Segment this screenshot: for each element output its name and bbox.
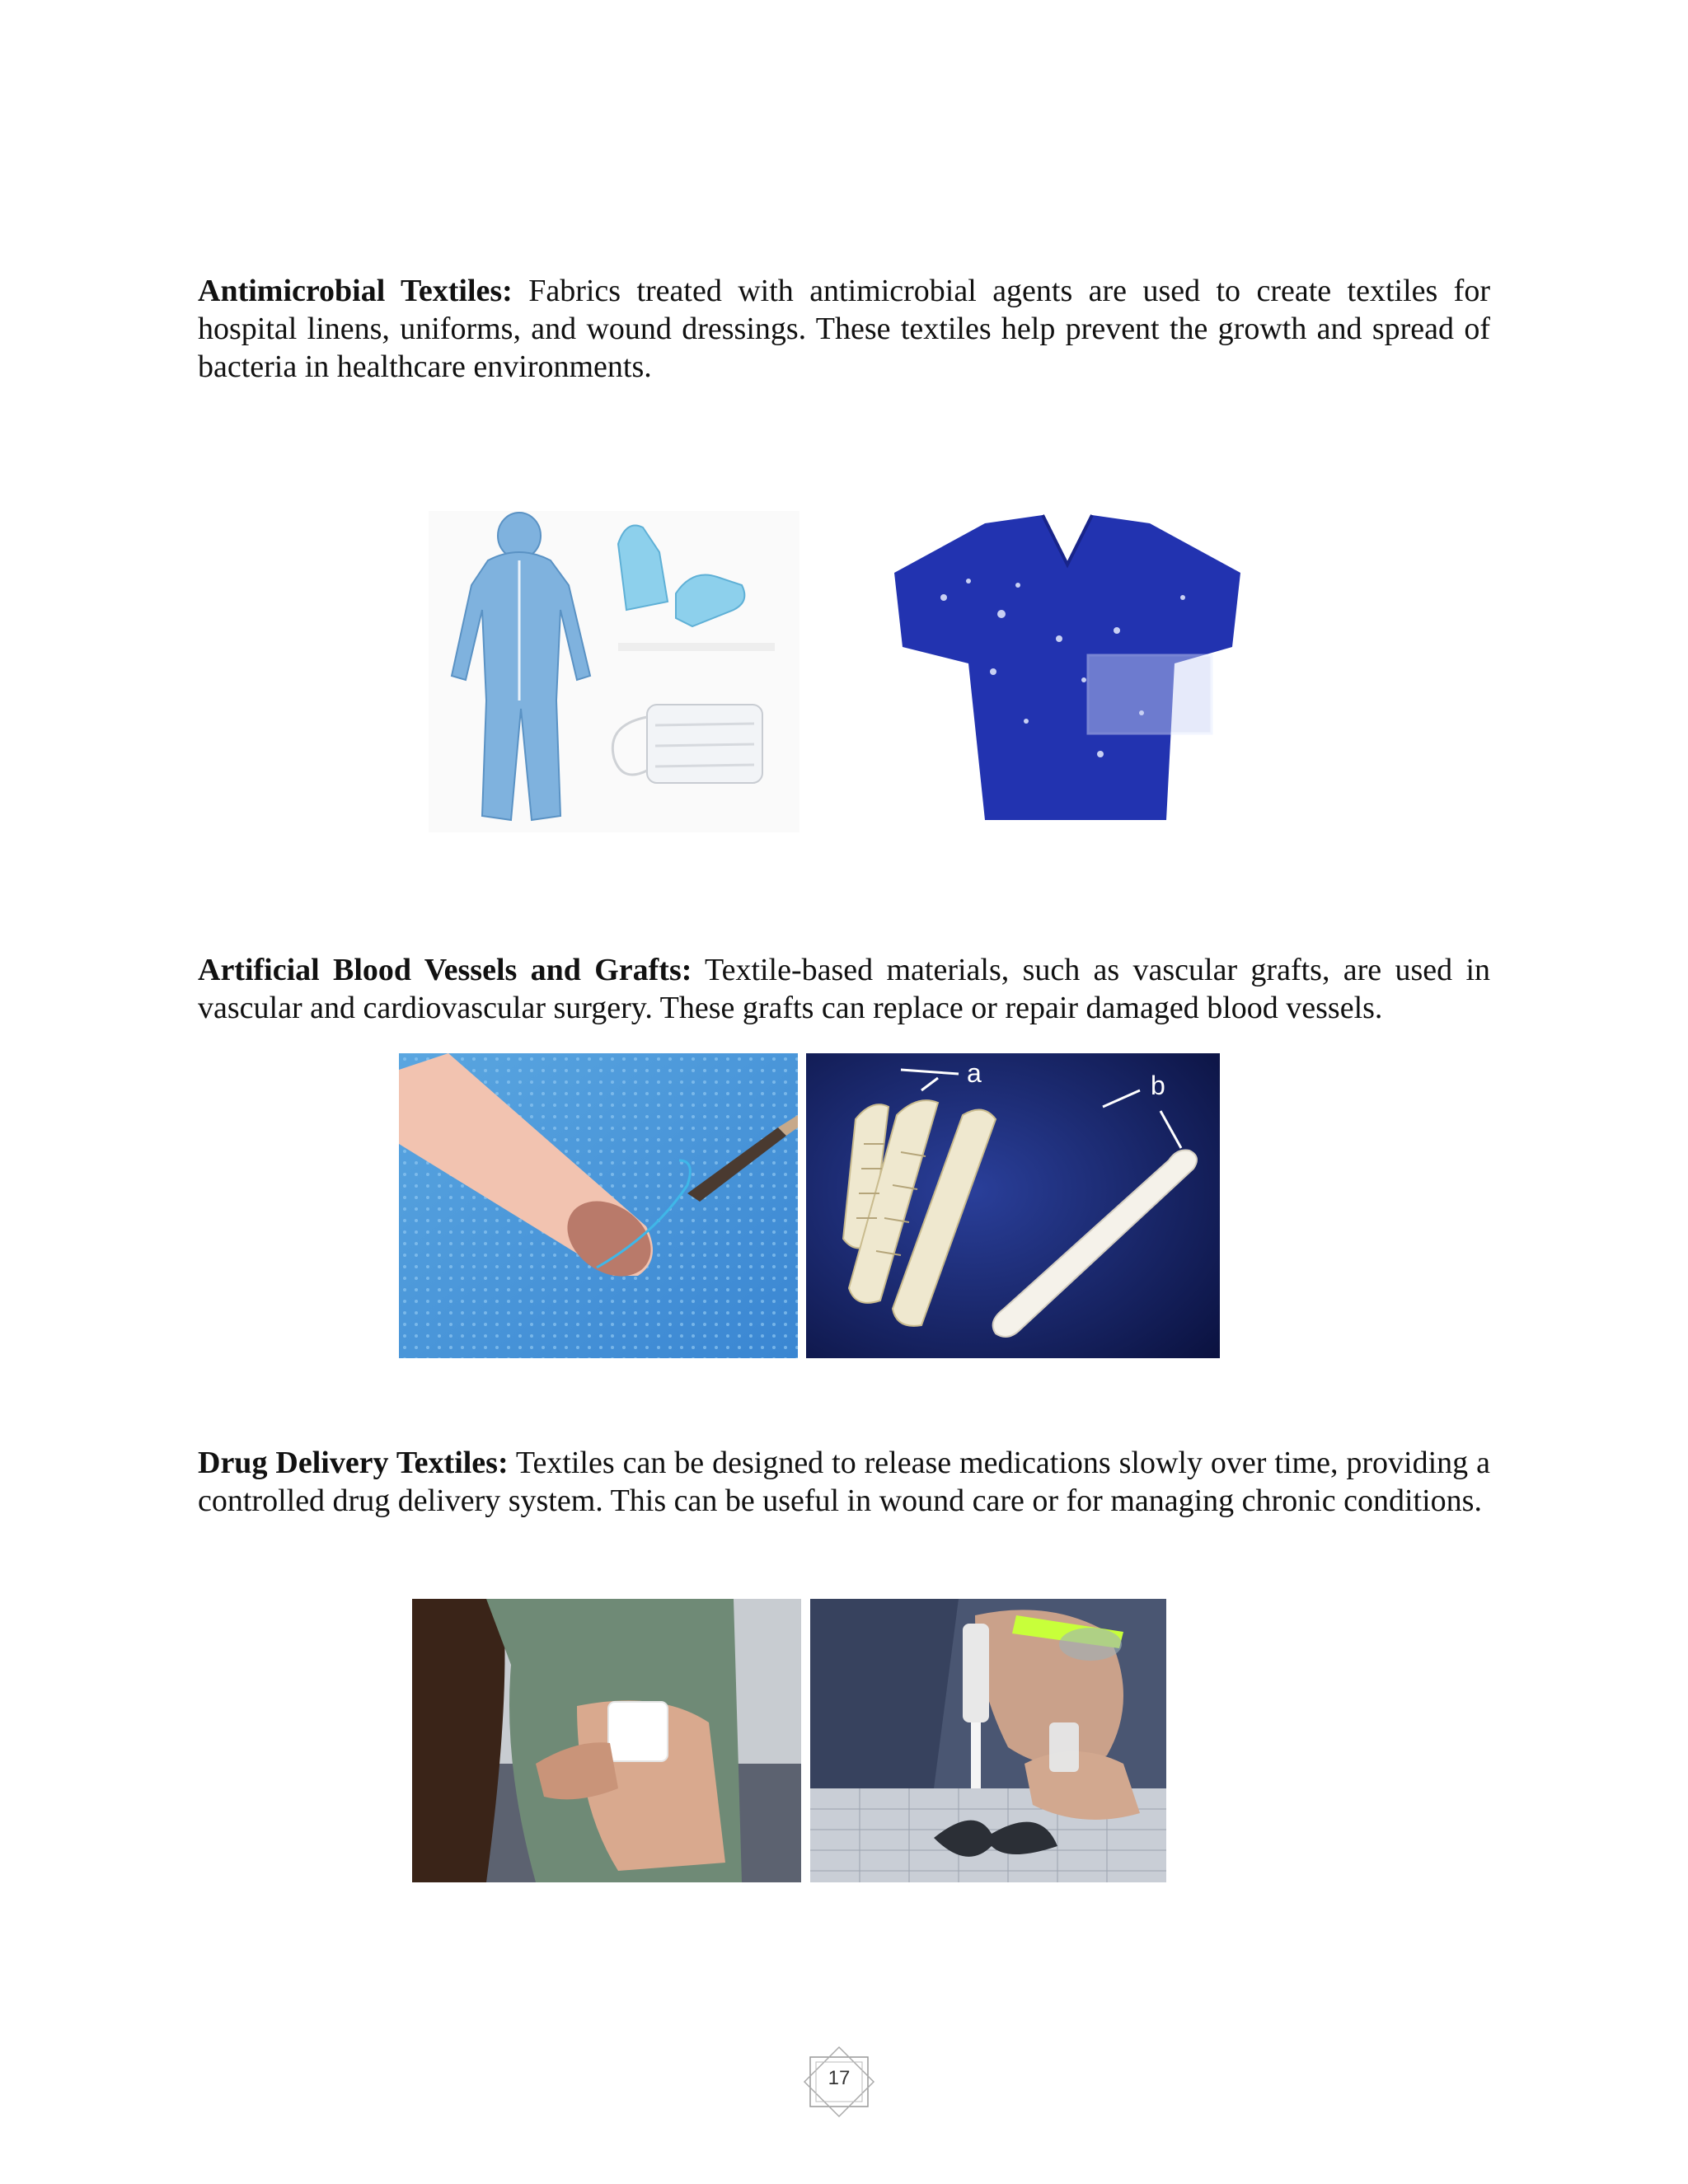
page-number: 17 [828, 2067, 851, 2089]
vascular-graft-suture-image [399, 1053, 798, 1358]
paragraph-drug-delivery-textiles [198, 1444, 1490, 1520]
heading-blood-vessels-grafts: Artificial Blood Vessels and Grafts: [198, 953, 692, 987]
body-drug-delivery-textiles: Textiles can be designed to release medications slowly over time, providing a controlled drug delivery system. This can be useful in wound care or for managing chronic conditions. [198, 1446, 1490, 1518]
body-antimicrobial-textiles: Fabrics treated with antimicrobial agents are used to create textiles for hospital linens, uniforms, and wound dressings. These textiles help prevent the growth and spread of bacteria in healthcare environments. [198, 274, 1490, 384]
graft-label-b: b [1151, 1071, 1165, 1100]
page-number-badge [798, 2046, 880, 2118]
paragraph-antimicrobial-textiles [198, 272, 1490, 386]
drug-delivery-lab-image [810, 1599, 1166, 1882]
heading-antimicrobial-textiles: Antimicrobial Textiles: [198, 274, 513, 308]
medicated-patch-image [412, 1599, 801, 1882]
ppe-image [429, 511, 799, 832]
body-blood-vessels-grafts: Textile-based materials, such as vascular grafts, are used in vascular and cardiovascular surgery. These grafts can replace or repair damaged blood vessels. [198, 953, 1490, 1025]
vascular-grafts-image [806, 1053, 1220, 1358]
heading-drug-delivery-textiles: Drug Delivery Textiles: [198, 1446, 509, 1480]
antimicrobial-scrubs-image [894, 507, 1240, 820]
graft-label-a: a [967, 1058, 982, 1088]
paragraph-blood-vessels-grafts [198, 951, 1490, 1027]
